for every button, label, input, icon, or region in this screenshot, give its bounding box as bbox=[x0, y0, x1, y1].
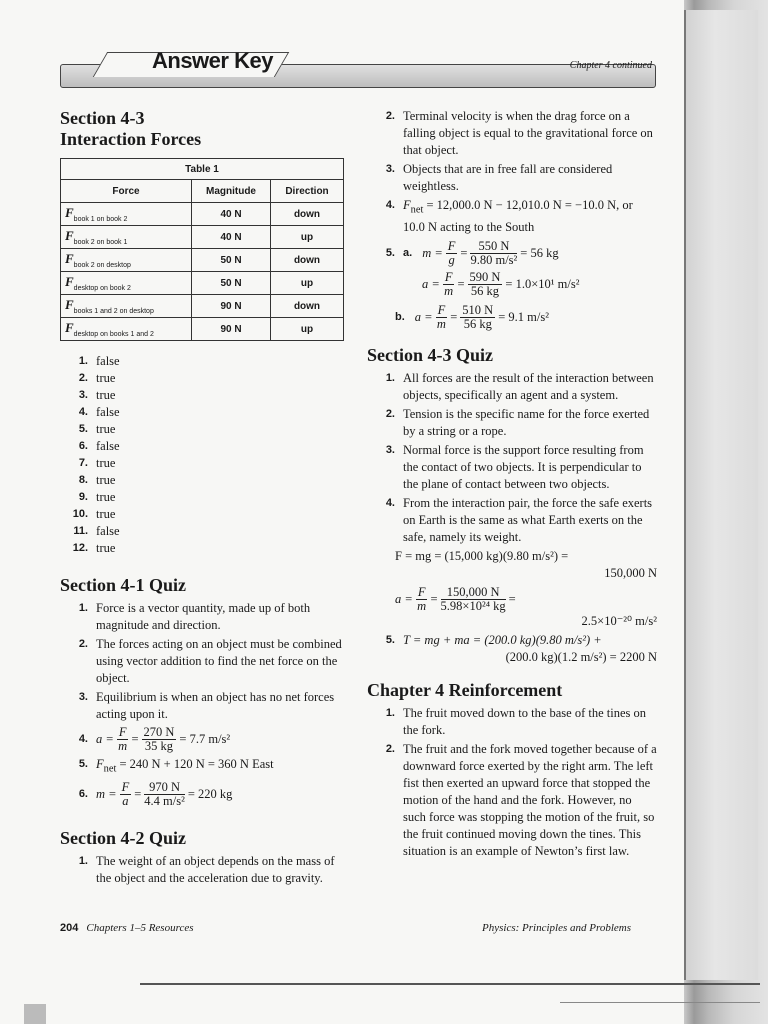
numerator: F bbox=[417, 584, 426, 599]
part-label: a. bbox=[403, 246, 413, 259]
item-number: 2. bbox=[385, 742, 395, 755]
numerator: F bbox=[444, 269, 453, 284]
item-text: The fruit moved down to the base of the tines on the fork. bbox=[403, 705, 646, 737]
fraction bbox=[468, 271, 503, 298]
equation-lhs: a = bbox=[422, 276, 440, 291]
numerator: 510 N bbox=[462, 302, 494, 317]
equation-lhs: m = bbox=[422, 245, 443, 260]
table-row bbox=[61, 318, 344, 341]
direction-cell: up bbox=[271, 318, 344, 341]
fraction bbox=[470, 240, 517, 267]
section-heading: Section 4-2 Quiz bbox=[60, 827, 186, 848]
force-cell bbox=[61, 295, 192, 318]
numerator: 970 N bbox=[144, 781, 185, 795]
denominator: 5.98×10²⁴ kg bbox=[440, 598, 506, 613]
item-text: Force is a vector quantity, made up of both magnitude and direction. bbox=[96, 601, 311, 632]
force-subscript: books 1 and 2 on desktop bbox=[73, 308, 154, 315]
item-text: The forces acting on an object must be combined using vector addition to find the net force on the object. bbox=[96, 637, 342, 685]
list-item bbox=[367, 161, 657, 195]
item-text: Objects that are in free fall are considered weightless. bbox=[403, 162, 613, 193]
answer-text: true bbox=[96, 490, 116, 504]
section-number: Section 4-3 bbox=[60, 108, 145, 128]
table-row bbox=[61, 272, 344, 295]
magnitude-cell: 40 N bbox=[192, 226, 271, 249]
table-row bbox=[61, 295, 344, 318]
item-number: 4. bbox=[385, 199, 395, 211]
list-item bbox=[367, 705, 657, 739]
equals: = bbox=[134, 786, 142, 801]
item-text: From the interaction pair, the force the safe exerts on Earth is the same as what Earth exerts on the safe, namely its weight. bbox=[403, 495, 653, 544]
list-item bbox=[367, 495, 657, 546]
item-number: 4. bbox=[78, 733, 88, 745]
list-item bbox=[367, 108, 657, 159]
list-item bbox=[60, 404, 350, 421]
item-number: 2. bbox=[78, 638, 88, 650]
equation-text: = 12,000.0 N − 12,010.0 N = −10.0 N, or 10.0 N acting to the South bbox=[403, 198, 633, 234]
footer-book-title: Physics: Principles and Problems bbox=[482, 922, 631, 934]
denominator: g bbox=[448, 252, 455, 267]
denominator: m bbox=[444, 283, 454, 298]
list-item bbox=[367, 741, 657, 860]
magnitude-cell: 50 N bbox=[192, 272, 271, 295]
item-number: 5. bbox=[78, 423, 88, 435]
table-header: Direction bbox=[271, 180, 344, 203]
quiz-43-list bbox=[367, 370, 657, 546]
denominator: 56 kg bbox=[470, 283, 500, 298]
denominator: m bbox=[436, 316, 446, 331]
magnitude-cell: 50 N bbox=[192, 249, 271, 272]
list-item bbox=[60, 636, 350, 687]
item-number: 1. bbox=[385, 706, 395, 719]
item-number: 1. bbox=[78, 854, 88, 867]
list-item bbox=[60, 353, 350, 370]
page-number: 204 bbox=[60, 922, 79, 934]
force-subscript: desktop on book 2 bbox=[73, 285, 131, 292]
footer-resources: Chapters 1–5 Resources bbox=[86, 922, 194, 934]
item-number: 3. bbox=[385, 163, 395, 175]
item-number: 3. bbox=[78, 691, 88, 703]
item-number: 3. bbox=[78, 389, 88, 401]
part-label: b. bbox=[395, 310, 405, 323]
magnitude-cell: 90 N bbox=[192, 295, 271, 318]
direction-cell: up bbox=[271, 272, 344, 295]
item-text: The weight of an object depends on the mass of the object and the acceleration due to gravity. bbox=[96, 853, 335, 885]
item-number: 1. bbox=[78, 355, 88, 367]
item-number: 9. bbox=[78, 491, 88, 503]
list-item bbox=[60, 506, 350, 523]
true-false-answers bbox=[60, 353, 350, 557]
quiz-43-q4-eq1: F = mg = (15,000 kg)(9.80 m/s²) = bbox=[395, 548, 569, 563]
direction-cell: down bbox=[271, 295, 344, 318]
right-top-list bbox=[367, 108, 657, 195]
item-number: 4. bbox=[78, 406, 88, 418]
denominator: 56 kg bbox=[463, 316, 492, 331]
force-symbol: F bbox=[65, 228, 74, 243]
table-header: Magnitude bbox=[192, 180, 271, 203]
equals: = bbox=[131, 732, 139, 746]
item-number: 7. bbox=[78, 457, 88, 469]
bottom-rule bbox=[140, 983, 760, 985]
fraction bbox=[142, 726, 177, 753]
right-q5b: b. a = $\frac{F}{m}$ = $\frac{510 N}{56 kg}$ = 9.1 m/s² bbox=[395, 302, 549, 331]
force-symbol: F bbox=[65, 297, 74, 312]
list-item bbox=[60, 387, 350, 404]
footer-left bbox=[60, 922, 194, 934]
quiz-43-q4-eq2: a = $\frac{F}{m}$ = $\frac{150,000 N}{\text{5.98×10²⁴ kg}}$ = bbox=[395, 584, 516, 613]
subscript: net bbox=[410, 204, 424, 216]
book-page-edge bbox=[684, 10, 758, 980]
section-heading: Section 4-3 Quiz bbox=[367, 344, 493, 365]
answer-text: true bbox=[96, 388, 116, 402]
equation-lhs: a = bbox=[414, 309, 433, 324]
force-cell bbox=[61, 272, 192, 295]
denominator: 9.80 m/s² bbox=[470, 252, 518, 267]
fraction bbox=[144, 781, 185, 808]
item-text: Tension is the specific name for the force exerted by a string or a rope. bbox=[403, 406, 650, 438]
item-text: The fruit and the fork moved together because of a downward force exerted by the right arm. The left fist then exerted an upward force that stopped the motion of the hand and the fork. However, no such force was stopping the motion of the fruit, so the fruit continued moving down the tines. This situation is an example of Newton’s first law. bbox=[403, 741, 657, 858]
answer-text: false bbox=[96, 439, 120, 453]
table-caption: Table 1 bbox=[61, 159, 344, 180]
item-number: 11. bbox=[73, 525, 88, 537]
list-item bbox=[60, 438, 350, 455]
equation-result: = 220 kg bbox=[187, 786, 233, 801]
quiz-43-q5 bbox=[367, 632, 657, 649]
denominator: m bbox=[118, 739, 128, 753]
variable: F bbox=[403, 198, 411, 212]
force-subscript: book 1 on book 2 bbox=[73, 216, 128, 223]
equation-lhs: a = bbox=[96, 732, 114, 746]
quiz-43-q4-eq1b: 150,000 N bbox=[604, 565, 657, 580]
force-subscript: book 2 on book 1 bbox=[73, 239, 128, 246]
answer-text: true bbox=[96, 456, 116, 470]
force-cell bbox=[61, 226, 192, 249]
section-heading: Chapter 4 Reinforcement bbox=[367, 679, 563, 700]
quiz-41-q5 bbox=[60, 756, 350, 778]
denominator: m bbox=[417, 598, 427, 613]
force-symbol: F bbox=[65, 274, 74, 289]
fraction bbox=[436, 304, 448, 331]
right-q5a: 5. a. m = $\frac{F}{g}$ = $\frac{550 N}{\text{9.80 m/s²}}$ = 56 kg bbox=[367, 240, 657, 267]
item-number: 6. bbox=[78, 440, 88, 452]
list-item bbox=[60, 689, 350, 723]
quiz-43-q4-eq2b: 2.5×10⁻²⁰ m/s² bbox=[581, 613, 657, 628]
item-text: Normal force is the support force resulting from the contact of two objects. It is perpendicular to the plane of contact between two objects. bbox=[403, 442, 644, 491]
variable: F bbox=[96, 757, 104, 771]
table-header: Force bbox=[61, 180, 192, 203]
numerator: 590 N bbox=[469, 269, 501, 284]
list-item bbox=[60, 600, 350, 634]
list-item bbox=[367, 442, 657, 493]
quiz-42-list bbox=[60, 853, 350, 887]
table-row bbox=[61, 226, 344, 249]
force-symbol: F bbox=[65, 251, 74, 266]
fraction bbox=[441, 586, 506, 613]
direction-cell: up bbox=[271, 226, 344, 249]
list-item bbox=[60, 472, 350, 489]
fraction bbox=[460, 304, 495, 331]
chapter-continued-label: Chapter 4 continued bbox=[569, 60, 652, 71]
right-q4 bbox=[367, 197, 657, 236]
equation-result: = bbox=[508, 591, 516, 606]
list-item bbox=[60, 421, 350, 438]
bottom-rule-secondary bbox=[560, 1002, 760, 1003]
fraction bbox=[443, 271, 455, 298]
equation-result: = 7.7 m/s² bbox=[179, 732, 231, 746]
item-number: 12. bbox=[72, 542, 88, 554]
force-subscript: book 2 on desktop bbox=[73, 262, 131, 269]
answer-text: false bbox=[96, 524, 120, 538]
item-number: 6. bbox=[78, 787, 88, 800]
force-cell bbox=[61, 249, 192, 272]
list-item bbox=[60, 540, 350, 557]
numerator: 270 N bbox=[143, 725, 175, 739]
numerator: 150,000 N bbox=[441, 586, 506, 600]
force-symbol: F bbox=[65, 205, 74, 220]
list-item bbox=[367, 370, 657, 404]
right-q5a-2: a = $\frac{F}{m}$ = $\frac{590 N}{56 kg}$ = 1.0×10¹ m/s² bbox=[422, 269, 580, 298]
section-subtitle: Interaction Forces bbox=[60, 129, 202, 149]
equation-text: T = mg + ma = (200.0 kg)(9.80 m/s²) + bbox=[403, 632, 602, 647]
item-number: 5. bbox=[78, 758, 88, 770]
direction-cell: down bbox=[271, 203, 344, 226]
fraction bbox=[120, 781, 132, 808]
reinforcement-list bbox=[367, 705, 657, 860]
answer-text: true bbox=[96, 422, 116, 436]
force-subscript: desktop on books 1 and 2 bbox=[73, 331, 154, 338]
quiz-41-q6 bbox=[60, 781, 350, 808]
numerator: F bbox=[118, 725, 127, 739]
item-number: 2. bbox=[385, 407, 395, 420]
item-number: 1. bbox=[78, 602, 88, 614]
corner-mark bbox=[24, 1004, 46, 1024]
denominator: a bbox=[122, 793, 129, 808]
answer-text: true bbox=[96, 541, 116, 555]
item-text: All forces are the result of the interaction between objects, specifically an agent and a system. bbox=[403, 370, 654, 402]
equation-lhs: a = bbox=[395, 591, 413, 606]
item-number: 5. bbox=[385, 633, 395, 646]
answer-text: true bbox=[96, 473, 116, 487]
item-number: 8. bbox=[78, 474, 88, 486]
quiz-41-q4 bbox=[60, 726, 350, 753]
numerator: F bbox=[447, 238, 456, 253]
numerator: F bbox=[437, 302, 446, 317]
fraction bbox=[117, 726, 129, 753]
item-number: 4. bbox=[385, 496, 395, 509]
page-title: Answer Key bbox=[152, 48, 273, 73]
table-row bbox=[61, 249, 344, 272]
fraction bbox=[416, 586, 428, 613]
numerator: 550 N bbox=[470, 240, 517, 254]
answer-text: false bbox=[96, 405, 120, 419]
forces-table bbox=[60, 158, 344, 341]
force-cell bbox=[61, 203, 192, 226]
direction-cell: down bbox=[271, 249, 344, 272]
left-column bbox=[60, 108, 350, 889]
item-text: Terminal velocity is when the drag force on a falling object is equal to the gravitational force on that object. bbox=[403, 109, 653, 157]
force-symbol: F bbox=[65, 320, 74, 335]
item-number: 2. bbox=[385, 110, 395, 122]
list-item bbox=[60, 455, 350, 472]
item-text: Equilibrium is when an object has no net forces acting upon it. bbox=[96, 690, 335, 721]
denominator: 35 kg bbox=[144, 739, 174, 753]
magnitude-cell: 40 N bbox=[192, 203, 271, 226]
list-item bbox=[60, 489, 350, 506]
item-number: 1. bbox=[385, 371, 395, 384]
equation-lhs: m = bbox=[96, 786, 117, 801]
fraction bbox=[446, 240, 458, 267]
list-item bbox=[60, 370, 350, 387]
equation-text: = 240 N + 120 N = 360 N East bbox=[116, 757, 274, 771]
force-cell bbox=[61, 318, 192, 341]
right-column bbox=[367, 108, 657, 862]
denominator: 4.4 m/s² bbox=[144, 793, 185, 808]
item-number: 3. bbox=[385, 443, 395, 456]
list-item bbox=[367, 406, 657, 440]
section-heading: Section 4-1 Quiz bbox=[60, 575, 186, 595]
item-number: 2. bbox=[78, 372, 88, 384]
list-item bbox=[60, 523, 350, 540]
item-number: 5. bbox=[385, 246, 395, 259]
item-number: 10. bbox=[72, 508, 88, 520]
magnitude-cell: 90 N bbox=[192, 318, 271, 341]
answer-text: true bbox=[96, 507, 116, 521]
quiz-41-list bbox=[60, 600, 350, 723]
equation-result: = 56 kg bbox=[520, 245, 559, 260]
numerator: F bbox=[121, 779, 130, 794]
answer-text: true bbox=[96, 371, 116, 385]
answer-text: false bbox=[96, 354, 120, 368]
table-row bbox=[61, 203, 344, 226]
equation-result: = 1.0×10¹ m/s² bbox=[505, 276, 580, 291]
subscript: net bbox=[103, 763, 117, 775]
equation-result: = 9.1 m/s² bbox=[498, 309, 549, 324]
quiz-43-q5-line2: (200.0 kg)(1.2 m/s²) = 2200 N bbox=[505, 649, 657, 664]
list-item bbox=[60, 853, 350, 887]
section-heading bbox=[60, 108, 350, 150]
